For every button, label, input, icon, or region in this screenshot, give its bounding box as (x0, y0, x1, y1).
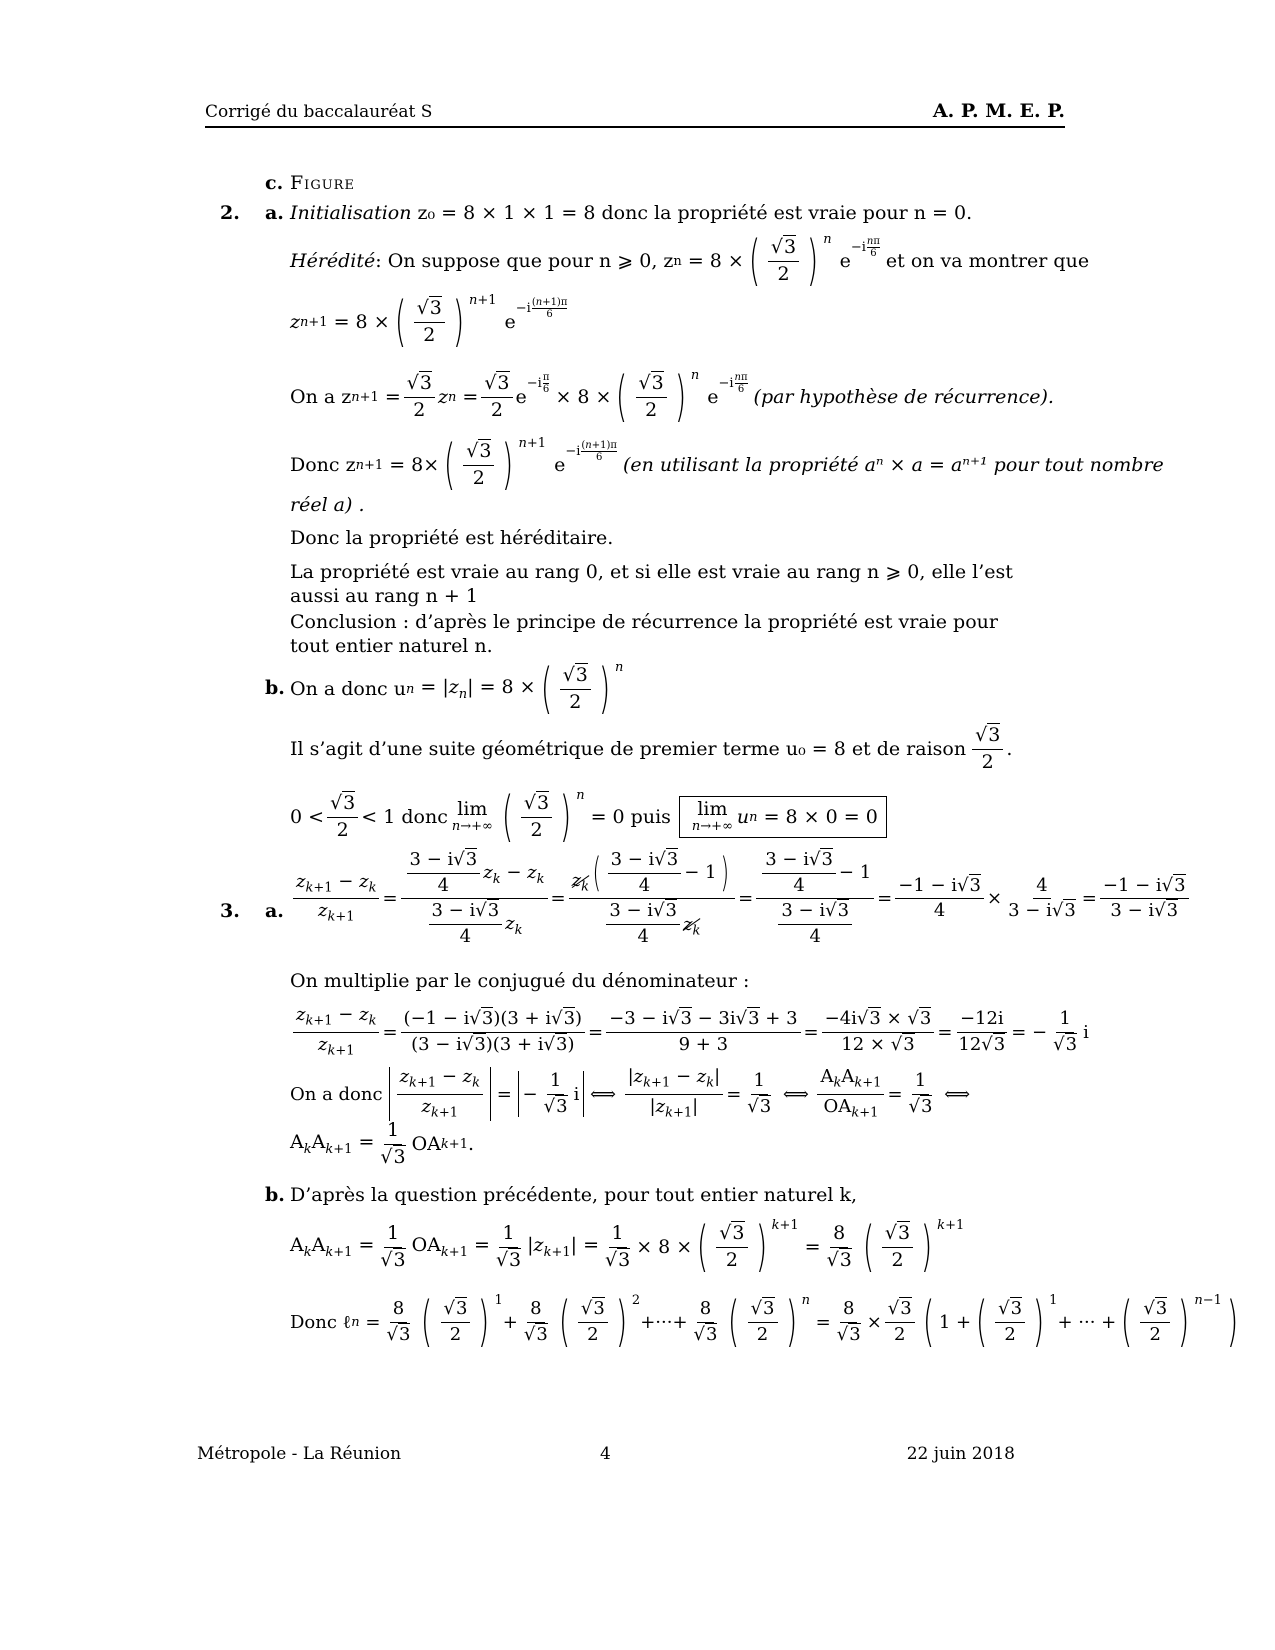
footer-left: Métropole - La Réunion (197, 1444, 402, 1464)
true-rank-line: La propriété est vraie au rang 0, et si elle est vraie au rang n ⩾ 0, elle l’est aussi au rang n + 1 (290, 561, 1013, 607)
q3a-label: a. (265, 900, 284, 922)
geometric-line: Il s’agit d’une suite géométrique de premier terme u₀ = 8 et de raison $\frac{√3}{2}$ . (290, 724, 1013, 773)
hereditary-line: Donc la propriété est héréditaire. (290, 527, 614, 549)
limit-line: 0 < $\frac{√3}{2}$ < 1 donc lim n→+∞ ( $\frac{√3}{2}$ ) n = 0 puis lim n→+∞ u n = 8 × 0 = 0 (290, 790, 887, 844)
q1c-label: c. (265, 172, 284, 194)
footer-date: 22 juin 2018 (906, 1444, 1015, 1464)
conjugate-line: On multiplie par le conjugué du dénominateur : (290, 970, 750, 992)
page-header (205, 100, 1065, 128)
header-title: Corrigé du baccalauréat S (205, 102, 433, 122)
conjugate-calc: $\frac{z_{k+1} - z_k}{z_{k+1}}$ = $\frac{(-1 - i√3)(3 + i√3)}{(3 - i√3)(3 + i√3)}$ = $\frac{-3 - i√3 - 3i√3 + 3}{9 + 3}$ = $\frac{-4i√3 \times √3}{12 \times √3}$ = $\frac{-12i}{12√3}$ = − $\frac{1}{√3}$ i (290, 1005, 1089, 1059)
q2-number: 2. (220, 202, 240, 224)
boxed-limit: lim n→+∞ u n = 8 × 0 = 0 (679, 796, 887, 837)
akak1-formula: $A_kA_{k+1}$ = $\frac{1}{√3}$ $OA_{k+1}$ = $\frac{1}{√3}$ $|z_{k+1}|$ = $\frac{1}{√3}$ × 8 × ( $\frac{√3}{2}$ ) k +1 = $\frac{8}{√3}$ ( $\frac{√3}{2}$ ) k +1 (290, 1215, 965, 1278)
q3b-label: b. (265, 1184, 285, 1206)
initialisation-line: Initialisation z₀ = 8 × 1 × 1 = 8 donc la propriété est vraie pour n = 0. (290, 202, 973, 224)
ln-sum-line: Donc ℓ n = $\frac{8}{√3}$ ( $\frac{√3}{2}$ ) 1 + $\frac{8}{√3}$ ( $\frac{√3}{2}$ ) 2 +···+ $\frac{8}{√3}$ ( $\frac{√3}{2}$ ) n = $\frac{8}{√3}$ × $\frac{√3}{2}$ ( 1 + ( $\frac{√3}{2}$ ) 1 + ··· + ( $\frac{√3}{2}$ ) n −1 ) (290, 1290, 1239, 1353)
q3-number: 3. (220, 900, 240, 922)
q2a-label: a. (265, 202, 284, 224)
q3b-intro: D’après la question précédente, pour tout entier naturel k, (290, 1184, 858, 1206)
conclusion-line: Conclusion : d’après le principe de récurrence la propriété est vraie pour tout entier naturel n. (290, 611, 998, 657)
reel-line: réel a) . (290, 494, 365, 516)
akak1-result: $A_kA_{k+1}$ = $\frac{1}{√3}$ OA k+1 . (290, 1119, 475, 1168)
footer-page-number: 4 (600, 1444, 611, 1464)
on-a-line: On a z n+1 = $\frac{√3}{2}$ z n = $\frac{√3}{2}$ e −i π 6 × 8 × ( $\frac{√3}{2}$ ) n e −i nπ 6 (par hypothèse de récurrence). (290, 365, 1054, 428)
modulus-line: On a donc $\frac{z_{k+1} - z_k}{z_{k+1}}$ = − $\frac{1}{√3}$ i ⟺ $\frac{|z_{k+1} - z_k|}{|z_{k+1}|}$ = $\frac{1}{√3}$ ⟺ $\frac{A_kA_{k+1}}{OA_{k+1}}$ = $\frac{1}{√3}$ ⟺ (290, 1066, 970, 1121)
un-line: On a donc u n = $|z_n| = 8$ × ( $\frac{√3}{2}$ ) n (290, 657, 624, 720)
q1c-text: Figure (290, 172, 355, 194)
zn1-target: z n+1 = 8 × ( $\frac{√3}{2}$ ) n +1 e −i (n+1)π 6 (290, 290, 568, 353)
header-apmep: A. P. M. E. P. (932, 100, 1065, 122)
donc-zn1-line: Donc z n+1 = 8× ( $\frac{√3}{2}$ ) n +1 e −i (n+1)π 6 (en utilisant la propriété aⁿ × a = aⁿ⁺¹ pour tout nombre (290, 433, 1164, 496)
heredite-line: Hérédité : On suppose que pour n ⩾ 0, z n = 8 × ( $\frac{√3}{2}$ ) n e −i nπ 6 et on va montrer que (290, 229, 1090, 292)
ratio-line: $\frac{z_{k+1} - z_k}{z_{k+1}}$ = $\frac{3 - i√3}{4}$ $z_k - z_k$ $\frac{3 - i√3}{4}$ $z_k$ = $z_k$ ( $\frac{3 - i√3}{4}$ − 1 ) $\frac{3 - i√3}{4}$ $z_k$ = $\frac{3 - i√3}{4}$ − 1 $\frac{3 - i√3}{4}$ = $\frac{-1 - i√3}{4}$ × $\frac{4}{3 - i√3}$ = $\frac{-1 - i√3}{3 - i√3}$ (290, 850, 1192, 948)
q2b-label: b. (265, 677, 285, 699)
